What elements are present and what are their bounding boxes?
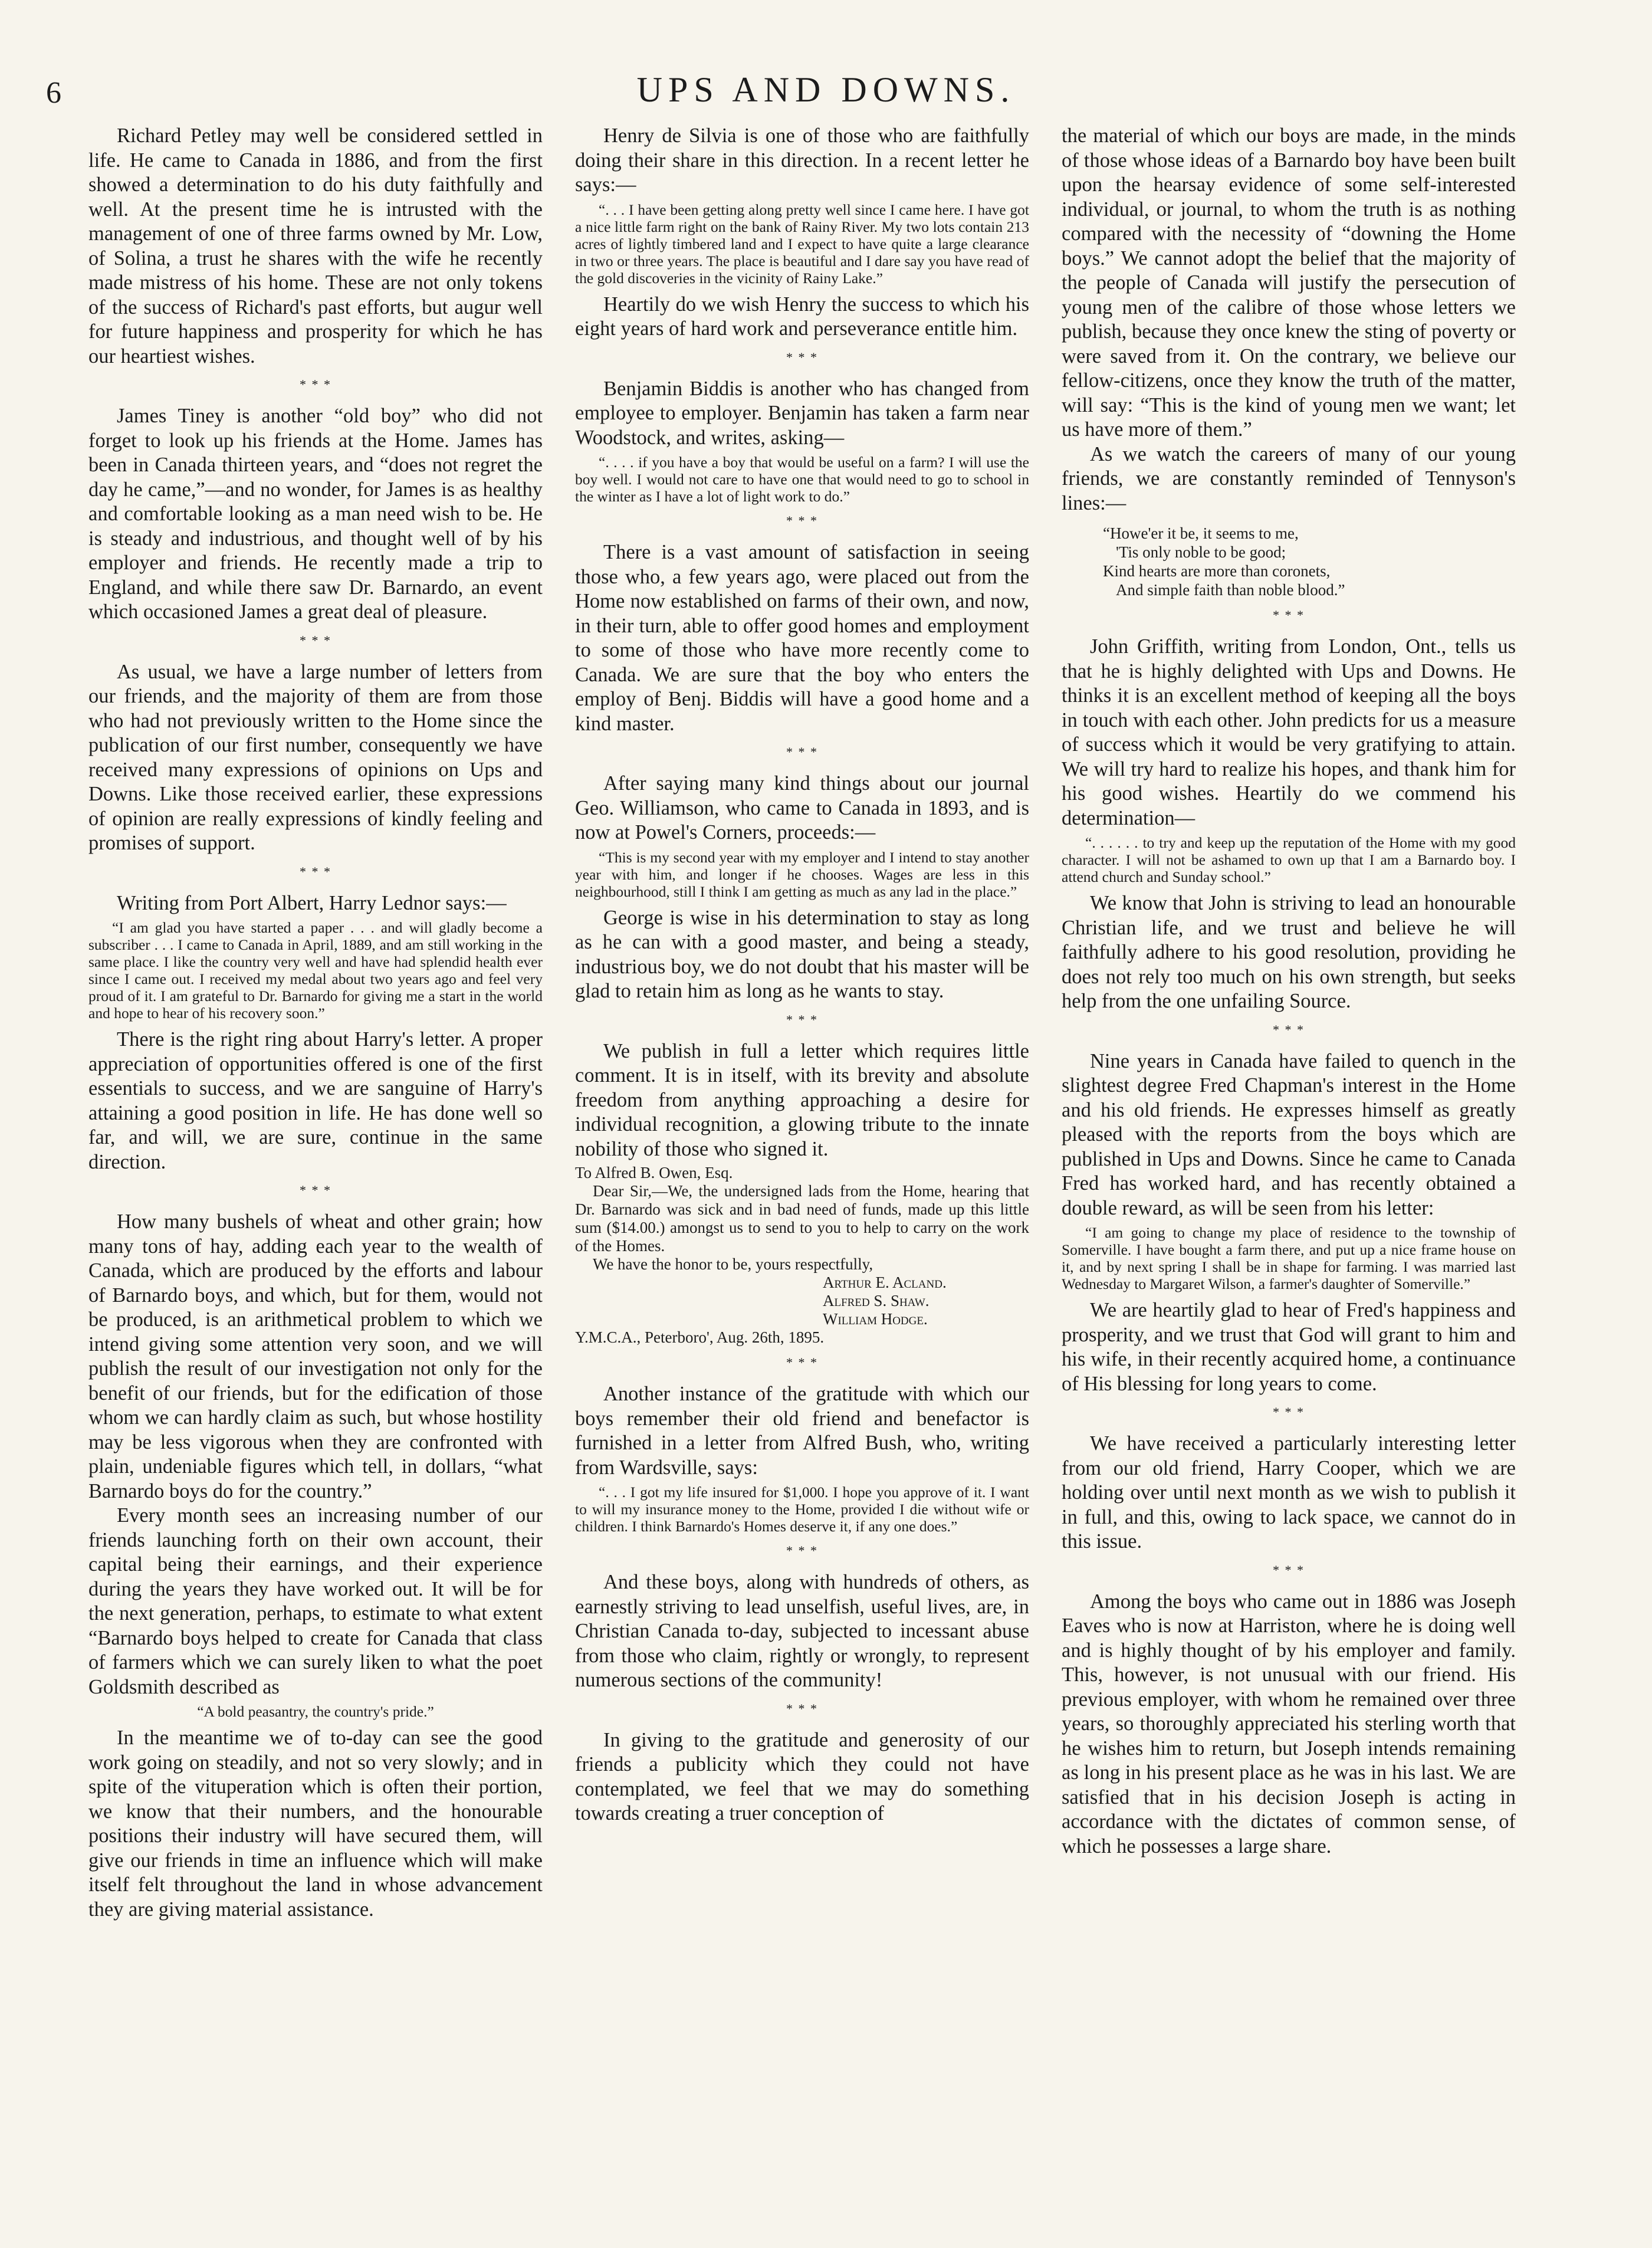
page-title: UPS AND DOWNS. [636,70,1016,109]
poem-line: And simple faith than noble blood.” [1116,581,1345,599]
section-separator: * * * [1273,1404,1305,1419]
letter-signature: Alfred S. Shaw. [823,1292,930,1310]
paragraph-every-month: Every month sees an increasing number of our friends launching forth on their own account, their capital being their earnings, and their experience during the years they have worked out. It will be for the next generation, perhaps, to estimate to what extent “Barnardo boys helped to create for Canada that class of farmers which we can surely liken to what the poet Goldsmith described as [88,1504,543,1698]
paragraph-petley: Richard Petley may well be considered settled in life. He came to Canada in 1886, and from the first showed a determination to do his duty faithfully and well. At the present time he is intrusted with the management of one of three farms owned by Mr. Low, of Solina, a trust he shares with the wife he recently made mistress of his home. These are not only tokens of the success of Richard's past efforts, but augur well for future happiness and prosperity for which he has our heartiest wishes. [88,124,543,367]
paragraph-satisfaction: There is a vast amount of satisfaction in seeing those who, a few years ago, were placed out from the Home now established on farms of their own, and now, in their turn, able to offer good homes and employment to some of those who have more recently come to Canada. We are sure that the boy who enters the employ of Benj. Biddis will have a good home and a kind master. [575,541,1029,735]
page-number: 6 [46,76,61,110]
section-separator: * * * [300,377,331,392]
section-separator: * * * [300,864,331,879]
article-columns [88,124,1575,2224]
paragraph-fred: We are heartily glad to hear of Fred's happiness and prosperity, and we trust that God will grant to him and his wife, in their recently acquired home, a continuance of His blessing for long years to come. [1062,1299,1516,1395]
letter-signature: Arthur E. Acland. [823,1274,947,1291]
section-separator: * * * [300,632,331,648]
quote-williamson: “This is my second year with my employer and I intend to stay another year with him, and longer if he chooses. Wages are less in this neighbourhood, still I think I am getting as much as any lad in the place.” [575,848,1029,900]
column-middle [575,124,1029,1826]
paragraph-cooper: We have received a particularly interesting letter from our old friend, Harry Cooper, which we are holding over until next month as we wish to publish it in full, and this, owing to lack space, we cannot do in this issue. [1062,1432,1516,1553]
poem-line: 'Tis only noble to be good; [1116,543,1286,561]
paragraph-de-silvia: Henry de Silvia is one of those who are faithfully doing their share in this direction. In a recent letter he says:— [575,124,1029,196]
section-separator: * * * [786,744,818,759]
quote-bush: “. . . I got my life insured for $1,000. I hope you approve of it. I want to will my insurance money to the Home, provided I die without wife or children. I think Barnardo's Homes deserve it, if any one does.” [575,1484,1029,1535]
paragraph-tennyson: As we watch the careers of many of our young friends, we are constantly reminded of Tennyson's lines:— [1062,442,1516,514]
paragraph-tiney: James Tiney is another “old boy” who did not forget to look up his friends at the Home. James has been in Canada thirteen years, and “does not regret the day he came,”—and no wonder, for James is as healthy and comfortable looking as a man need wish to be. He is steady and industrious, and thought well of by his employer and friends. He recently made a trip to England, and while there saw Dr. Barnardo, an event which occasioned James a great deal of pleasure. [88,405,543,623]
paragraph-griffith: John Griffith, writing from London, Ont., tells us that he is highly delighted with Ups and Downs. He thinks it is an excellent method of keeping all the boys in touch with each other. John predicts for us a measure of success which it would be very gratifying to attain. We will try hard to realize his hopes, and thank him for his good wishes. Heartily do we commend his determination— [1062,635,1516,829]
section-separator: * * * [1273,1022,1305,1037]
paragraph-williamson: After saying many kind things about our journal Geo. Williamson, who came to Canada in 1893, and is now at Powel's Corners, proceeds:— [575,772,1029,844]
paragraph-publicity: In giving to the gratitude and generosity of our friends a publicity which they could not have contemplated, we feel that we may do something towards creating a truer conception of [575,1728,1029,1824]
paragraph-chapman: Nine years in Canada have failed to quench in the slightest degree Fred Chapman's interest in the Home and his old friends. He expresses himself as greatly pleased with the reports from the boys which are published in Ups and Downs. Since he came to Canada Fred has worked hard, and has recently obtained a double reward, as will be seen from his letter: [1062,1049,1516,1219]
section-separator: * * * [300,1183,331,1197]
paragraph-george: George is wise in his determination to stay as long as he can with a good master, and being a steady, industrious boy, we do not doubt that his master will be glad to retain him as long as he wants to stay. [575,906,1029,1002]
letter-place-date: Y.M.C.A., Peterboro', Aug. 26th, 1895. [575,1328,825,1346]
letter-closing: We have the honor to be, yours respectfully, [593,1255,873,1273]
letter-signature: William Hodge. [823,1310,928,1328]
poem-line: “Howe'er it be, it seems to me, [1103,524,1299,542]
paragraph-publish-letter: We publish in full a letter which requires little comment. It is in itself, with its brevity and absolute freedom from anything approaching a desire for individual recognition, a glowing tribute to the innate nobility of those who signed it. [575,1039,1029,1160]
quote-griffith: “. . . . . . to try and keep up the reputation of the Home with my good character. I will not be ashamed to own up that I am a Barnardo boy. I attend church and Sunday school.” [1062,834,1516,885]
paragraph-biddis: Benjamin Biddis is another who has changed from employee to employer. Benjamin has taken a farm near Woodstock, and writes, asking— [575,377,1029,449]
letter-body: Dear Sir,—We, the undersigned lads from the Home, hearing that Dr. Barnardo was sick and in bad need of funds, made up this little sum ($14.00.) amongst us to send to you to help to carry on the work of the Homes. [575,1182,1029,1255]
paragraph-heartily: Heartily do we wish Henry the success to which his eight years of hard work and perseverance entitle him. [575,293,1029,340]
poem-tennyson [1103,524,1516,599]
poem-line: Kind hearts are more than coronets, [1103,562,1331,580]
paragraph-eaves: Among the boys who came out in 1886 was Joseph Eaves who is now at Harriston, where he is doing well and is highly thought of by his employer and family. This, however, is not unusual with our friend. His previous employer, with whom he remained over three years, so thoroughly appreciated his sterling worth that he wishes him to return, but Joseph intends remaining as long in his present place as he was in his last. We are satisfied that in his decision Joseph is acting in accordance with the dictates of common sense, of which he possesses a large share. [1062,1590,1516,1858]
quote-de-silvia: “. . . I have been getting along pretty well since I came here. I have got a nice little farm right on the bank of Rainy River. My two lots contain 213 acres of lightly timbered land and I expect to have quite a large clearance in two or three years. The place is beautiful and I dare say you have read of the gold discoveries in the vicinity of Rainy Lake.” [575,201,1029,287]
paragraph-bush: Another instance of the gratitude with which our boys remember their old friend and benefactor is furnished in a letter from Alfred Bush, who, writing from Wardsville, says: [575,1383,1029,1479]
section-separator: * * * [1273,608,1305,622]
paragraph-lednor-comment: There is the right ring about Harry's letter. A proper appreciation of opportunities offered is one of the first essentials to success, and we are sanguine of Harry's attaining a good position in life. He has done well so far, and will, we are sure, continue in the same direction. [88,1028,543,1173]
paragraph-letters: As usual, we have a large number of letters from our friends, and the majority of them are from those who had not previously written to the Home since the publication of our first number, consequently we have received many expressions of opinions on Ups and Downs. Like those received earlier, these expressions of opinion are really expressions of kindly feeling and promises of support. [88,660,543,854]
section-separator: * * * [786,513,818,528]
section-separator: * * * [1273,1562,1305,1577]
letter-addressee: To Alfred B. Owen, Esq. [575,1164,733,1182]
paragraph-john: We know that John is striving to lead an honourable Christian life, and we trust and believe he will faithfully adhere to his good resolution, providing he does not rely too much on his own strength, but seeks help from the one unfailing Source. [1062,892,1516,1012]
quote-goldsmith: “A bold peasantry, the country's pride.” [197,1703,434,1720]
letter-to-owen [575,1164,1029,1347]
section-separator: * * * [786,1543,818,1558]
section-separator: * * * [786,1012,818,1027]
quote-biddis: “. . . . if you have a boy that would be useful on a farm? I will use the boy well. I would not care to have one that would need to go to school in the winter as I have a lot of light work to do.” [575,454,1029,505]
paragraph-bushels: How many bushels of wheat and other grain; how many tons of hay, adding each year to the wealth of Canada, which are produced by the efforts and labour of Barnardo boys, and which, but for them, would not be produced, is an arithmetical problem to which we intend giving some attention very soon, and we will publish the result of our investigation not only for the benefit of our friends, but for the edification of those whom we can hardly claim as such, but whose hostility may be less vigorous when they are confronted with plain, undeniable figures which tell, in dollars, “what Barnardo boys do for the country.” [88,1210,543,1502]
quote-lednor: “I am glad you have started a paper . . . and will gladly become a subscriber . . . I came to Canada in April, 1889, and am still working in the same place. I like the country very well and have had splendid health ever since I came out. I received my medal about two years ago and feel very proud of it. I am grateful to Dr. Barnardo for giving me a start in the world and hope to hear of his recovery soon.” [88,919,543,1022]
paragraph-these-boys: And these boys, along with hundreds of others, as earnestly striving to lead unselfish, useful lives, are, in Christian Canada to-day, subjected to incessant abuse from those who claim, rightly or wrongly, to represent numerous sections of the community! [575,1571,1029,1691]
paragraph-material: the material of which our boys are made, in the minds of those whose ideas of a Barnardo boy have been built upon the hearsay evidence of some self-interested individual, or journal, to whom the truth is as nothing compared with the necessity of “downing the Home boys.” We cannot adopt the belief that the majority of the people of Canada will justify the persecution of young men of the calibre of those whose letters we publish, because they once knew the sting of poverty or were saved from it. On the contrary, we believe our fellow-citizens, once they know the truth of the matter, will say: “This is the kind of young men we want; let us have more of them.” [1062,124,1516,441]
column-right [1062,124,1516,1859]
section-separator: * * * [786,349,818,365]
column-left [88,124,543,1922]
section-separator: * * * [786,1355,818,1370]
paragraph-lednor-intro: Writing from Port Albert, Harry Lednor says:— [117,891,507,914]
paragraph-meantime: In the meantime we of to-day can see the good work going on steadily, and not so very slowly; and in spite of the vituperation which is often their portion, we know that their numbers, and the honourable positions their industry will have secured them, will give our friends in time an influence which will make itself felt throughout the land in whose advancement they are giving material assistance. [88,1727,543,1921]
section-separator: * * * [786,1701,818,1716]
quote-chapman: “I am going to change my place of residence to the township of Somerville. I have bought a farm there, and put up a nice frame house on it, and by next spring I shall be in shape for farming. I was married last Wednesday to Margaret Wilson, a farmer's daughter of Somerville.” [1062,1224,1516,1292]
